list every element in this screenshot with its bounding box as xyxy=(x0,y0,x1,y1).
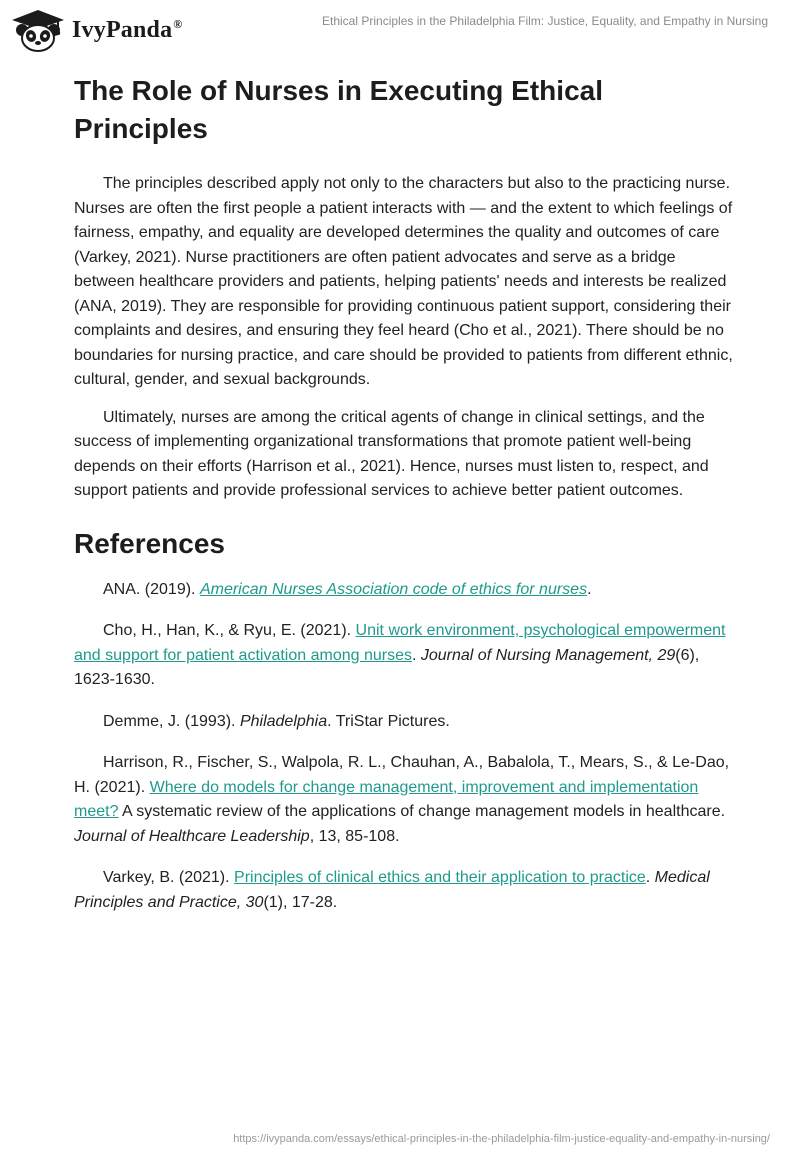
document-title: Ethical Principles in the Philadelphia Film: Justice, Equality, and Empathy in Nursing xyxy=(322,14,768,28)
paragraph-1: The principles described apply not only to the characters but also to the practicing nurse. Nurses are often the first people a patient interacts with — and the extent to which feelings of fairness, empathy, and equality are developed determines the quality and outcomes of care (Varkey, 2021). Nurse practitioners are often patient advocates and serve as a bridge between healthcare providers and patients, helping patients' needs and interests be realized (ANA, 2019). They are responsible for providing continuous patient support, considering their complaints and desires, and ensuring they feel heard (Cho et al., 2021). There should be no boundaries for nursing practice, and care should be provided to patients from different ethnic, cultural, gender, and sexual backgrounds. xyxy=(74,175,733,388)
article-content xyxy=(74,72,734,915)
ivypanda-logo[interactable] xyxy=(10,8,182,52)
reference-item: Demme, J. (1993). Philadelphia. TriStar Pictures. xyxy=(103,712,450,730)
reference-item: Cho, H., Han, K., & Ryu, E. (2021). Unit work environment, psychological empowerment and support for patient activation among nurses. Journal of Nursing Management, 29(6), 1623-1630. xyxy=(74,622,726,688)
logo-wordmark: IvyPanda® xyxy=(72,16,183,43)
references-heading: References xyxy=(74,527,225,559)
section-heading: The Role of Nurses in Executing Ethical Principles xyxy=(74,75,603,144)
journal-name: Medical Principles and Practice, 30 xyxy=(74,869,710,911)
film-title: Philadelphia xyxy=(239,712,328,730)
reference-link[interactable]: American Nurses Association code of ethics for nurses xyxy=(199,580,588,598)
paragraph-2: Ultimately, nurses are among the critical agents of change in clinical settings, and the success of implementing organizational transformations that promote patient well-being depends on their efforts (Harrison et al., 2021). Hence, nurses must listen to, respect, and support patients and provide professional services to achieve better patient outcomes. xyxy=(74,408,709,499)
page-header xyxy=(0,0,800,60)
reference-item: Varkey, B. (2021). Principles of clinical ethics and their application to practice. Medical Principles and Practice, 30(1), 17-28. xyxy=(74,869,710,911)
reference-item: Harrison, R., Fischer, S., Walpola, R. L., Chauhan, A., Babalola, T., Mears, S., & Le-Dao, H. (2021). Where do models for change management, improvement and implementation meet? A systematic review of the applications of change management models in healthcare. Journal of Healthcare Leadership, 13, 85-108. xyxy=(74,754,730,845)
journal-name: Journal of Nursing Management, 29 xyxy=(420,646,676,664)
journal-name: Journal of Healthcare Leadership xyxy=(74,827,310,845)
reference-item: ANA. (2019). American Nurses Association code of ethics for nurses. xyxy=(103,580,592,598)
panda-graduate-icon xyxy=(10,8,66,52)
footer-source-url[interactable]: https://ivypanda.com/essays/ethical-principles-in-the-philadelphia-film-justice-equality-and-empathy-in-nursing/ xyxy=(233,1133,770,1145)
reference-link[interactable]: Where do models for change management, improvement and implementation meet? xyxy=(74,778,699,820)
reference-link[interactable]: Principles of clinical ethics and their application to practice xyxy=(234,869,646,886)
reference-link[interactable]: Unit work environment, psychological empowerment and support for patient activation among nurses xyxy=(74,622,726,664)
